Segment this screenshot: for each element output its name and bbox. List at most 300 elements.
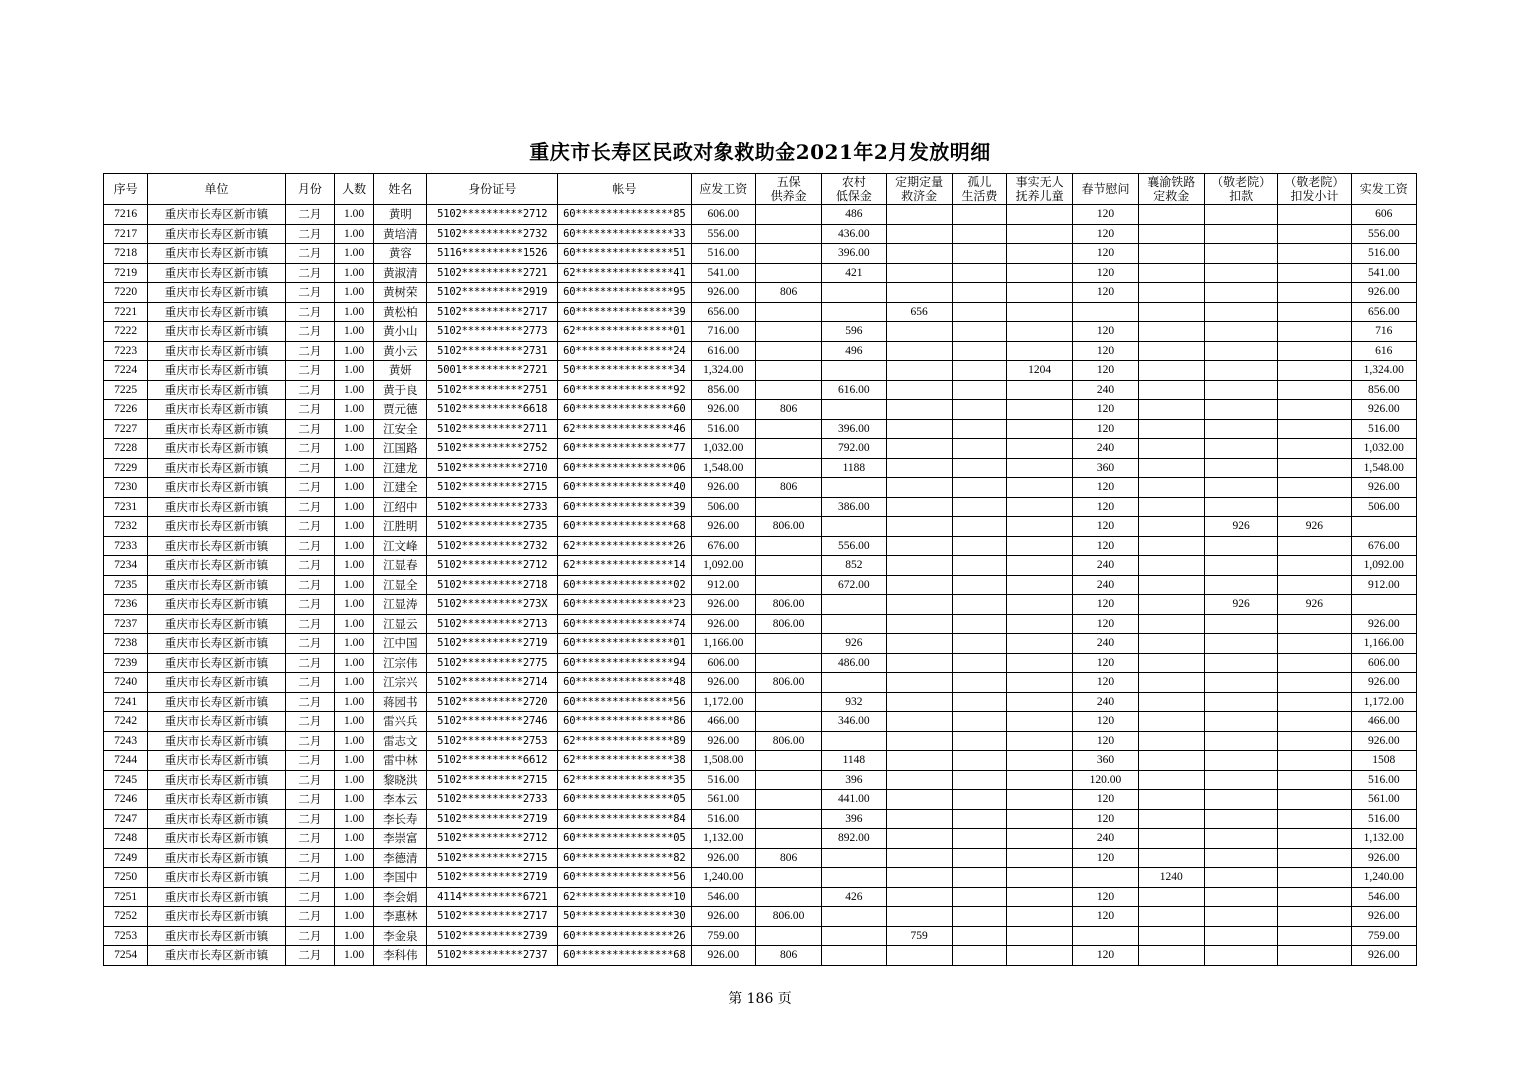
table-cell: 240 — [1073, 634, 1138, 654]
table-cell: 重庆市长寿区新市镇 — [148, 380, 286, 400]
table-cell: 1.00 — [335, 595, 374, 615]
table-cell: 7252 — [104, 907, 148, 927]
table-cell — [952, 946, 1006, 966]
table-cell: 雷中林 — [374, 751, 427, 771]
table-cell: 重庆市长寿区新市镇 — [148, 907, 286, 927]
table-cell: 426 — [822, 887, 886, 907]
table-cell — [1204, 361, 1277, 381]
table-cell: 7235 — [104, 575, 148, 595]
table-cell: 重庆市长寿区新市镇 — [148, 497, 286, 517]
table-row — [104, 205, 1417, 225]
table-cell: 1.00 — [335, 907, 374, 927]
table-cell — [1278, 536, 1351, 556]
table-cell: 120 — [1073, 205, 1138, 225]
table-cell: 486 — [822, 205, 886, 225]
table-cell — [1007, 478, 1073, 498]
table-cell: 7239 — [104, 653, 148, 673]
table-cell: 二月 — [285, 322, 334, 342]
table-cell: 重庆市长寿区新市镇 — [148, 322, 286, 342]
table-cell: 二月 — [285, 419, 334, 439]
table-cell — [1138, 790, 1204, 810]
table-cell: 重庆市长寿区新市镇 — [148, 205, 286, 225]
table-cell — [822, 595, 886, 615]
table-cell: 二月 — [285, 380, 334, 400]
table-cell — [1138, 731, 1204, 751]
table-cell — [1007, 634, 1073, 654]
table-cell — [952, 302, 1006, 322]
table-cell — [1204, 536, 1277, 556]
table-cell — [952, 517, 1006, 537]
table-cell: 5102**********2731 — [427, 341, 558, 361]
table-cell: 重庆市长寿区新市镇 — [148, 224, 286, 244]
table-cell: 806.00 — [755, 907, 821, 927]
table-cell: 1,508.00 — [691, 751, 755, 771]
table-cell: 二月 — [285, 497, 334, 517]
table-cell — [755, 244, 821, 264]
table-cell — [755, 380, 821, 400]
table-cell — [886, 829, 952, 849]
table-cell: 120 — [1073, 595, 1138, 615]
table-cell — [822, 946, 886, 966]
table-cell — [886, 205, 952, 225]
table-cell: 7246 — [104, 790, 148, 810]
table-cell: 60****************68 — [558, 517, 692, 537]
table-cell: 重庆市长寿区新市镇 — [148, 283, 286, 303]
table-cell: 806.00 — [755, 731, 821, 751]
table-cell: 120 — [1073, 614, 1138, 634]
table-row — [104, 458, 1417, 478]
table-cell: 240 — [1073, 556, 1138, 576]
table-cell: 7226 — [104, 400, 148, 420]
table-cell — [1138, 263, 1204, 283]
table-cell: 二月 — [285, 205, 334, 225]
table-cell: 926.00 — [1351, 907, 1416, 927]
table-cell — [1278, 614, 1351, 634]
column-header: 应发工资 — [691, 174, 755, 205]
table-cell — [886, 614, 952, 634]
table-cell: 541.00 — [1351, 263, 1416, 283]
table-cell: 李长寿 — [374, 809, 427, 829]
table-cell — [886, 361, 952, 381]
table-cell — [952, 692, 1006, 712]
table-cell: 5102**********2710 — [427, 458, 558, 478]
column-header: 序号 — [104, 174, 148, 205]
table-cell: 重庆市长寿区新市镇 — [148, 848, 286, 868]
table-cell — [1278, 634, 1351, 654]
table-cell: 932 — [822, 692, 886, 712]
table-row — [104, 809, 1417, 829]
table-cell: 5102**********2719 — [427, 634, 558, 654]
column-header: 事实无人 抚养儿童 — [1007, 174, 1073, 205]
table-cell: 江中国 — [374, 634, 427, 654]
table-cell: 重庆市长寿区新市镇 — [148, 809, 286, 829]
table-cell — [886, 283, 952, 303]
table-cell: 重庆市长寿区新市镇 — [148, 868, 286, 888]
table-cell — [1278, 283, 1351, 303]
table-cell: 李会娟 — [374, 887, 427, 907]
table-cell — [1138, 224, 1204, 244]
table-cell: 5102**********2732 — [427, 224, 558, 244]
table-cell: 120 — [1073, 263, 1138, 283]
table-cell — [1351, 517, 1416, 537]
table-cell: 60****************77 — [558, 439, 692, 459]
table-cell: 759.00 — [1351, 926, 1416, 946]
table-cell: 656.00 — [1351, 302, 1416, 322]
table-cell: 62****************41 — [558, 263, 692, 283]
table-cell — [1278, 946, 1351, 966]
table-cell: 二月 — [285, 907, 334, 927]
table-cell: 892.00 — [822, 829, 886, 849]
table-cell — [1204, 887, 1277, 907]
column-header: 人数 — [335, 174, 374, 205]
table-cell: 5102**********2712 — [427, 829, 558, 849]
table-cell — [886, 712, 952, 732]
table-cell: 60****************92 — [558, 380, 692, 400]
table-cell — [886, 263, 952, 283]
table-cell: 516.00 — [691, 244, 755, 264]
table-cell: 759 — [886, 926, 952, 946]
table-cell — [952, 809, 1006, 829]
table-cell: 重庆市长寿区新市镇 — [148, 770, 286, 790]
table-cell: 606 — [1351, 205, 1416, 225]
table-row — [104, 322, 1417, 342]
table-cell — [886, 770, 952, 790]
table-cell: 120 — [1073, 341, 1138, 361]
table-cell: 120 — [1073, 653, 1138, 673]
table-cell — [1007, 400, 1073, 420]
table-cell: 1508 — [1351, 751, 1416, 771]
table-cell: 516.00 — [1351, 770, 1416, 790]
table-cell: 421 — [822, 263, 886, 283]
table-cell: 4114**********6721 — [427, 887, 558, 907]
page-number: 第 186 页 — [728, 991, 792, 1007]
table-cell — [952, 224, 1006, 244]
table-cell — [952, 205, 1006, 225]
table-cell: 5001**********2721 — [427, 361, 558, 381]
table-cell: 7237 — [104, 614, 148, 634]
table-cell: 656 — [886, 302, 952, 322]
table-cell — [1204, 731, 1277, 751]
table-cell: 重庆市长寿区新市镇 — [148, 634, 286, 654]
table-cell: 926 — [1278, 517, 1351, 537]
table-cell: 重庆市长寿区新市镇 — [148, 946, 286, 966]
table-cell: 516.00 — [691, 419, 755, 439]
table-cell — [952, 907, 1006, 927]
table-cell: 60****************56 — [558, 868, 692, 888]
table-cell — [886, 692, 952, 712]
table-cell — [1007, 946, 1073, 966]
table-cell: 1.00 — [335, 536, 374, 556]
table-cell: 396.00 — [822, 244, 886, 264]
table-cell: 重庆市长寿区新市镇 — [148, 244, 286, 264]
table-cell: 616 — [1351, 341, 1416, 361]
table-cell — [755, 712, 821, 732]
table-cell: 1.00 — [335, 790, 374, 810]
table-cell: 672.00 — [822, 575, 886, 595]
table-row — [104, 478, 1417, 498]
table-cell — [952, 497, 1006, 517]
table-cell — [952, 263, 1006, 283]
table-cell: 62****************38 — [558, 751, 692, 771]
table-cell: 7243 — [104, 731, 148, 751]
table-cell — [755, 497, 821, 517]
table-cell: 1,324.00 — [1351, 361, 1416, 381]
table-cell: 806.00 — [755, 673, 821, 693]
table-cell — [1278, 751, 1351, 771]
table-cell: 二月 — [285, 517, 334, 537]
table-cell — [1138, 673, 1204, 693]
table-cell — [1007, 614, 1073, 634]
table-cell — [1138, 751, 1204, 771]
table-cell: 1,092.00 — [1351, 556, 1416, 576]
table-cell: 二月 — [285, 809, 334, 829]
table-cell: 1.00 — [335, 302, 374, 322]
table-cell — [1204, 400, 1277, 420]
table-cell: 二月 — [285, 224, 334, 244]
table-cell: 926.00 — [1351, 731, 1416, 751]
table-cell: 重庆市长寿区新市镇 — [148, 439, 286, 459]
table-cell — [1278, 244, 1351, 264]
table-row — [104, 829, 1417, 849]
table-cell: 二月 — [285, 653, 334, 673]
table-cell: 60****************01 — [558, 634, 692, 654]
table-cell — [822, 478, 886, 498]
table-row — [104, 595, 1417, 615]
table-cell: 7230 — [104, 478, 148, 498]
table-cell: 二月 — [285, 887, 334, 907]
table-cell — [1278, 907, 1351, 927]
table-cell — [755, 829, 821, 849]
table-cell — [952, 341, 1006, 361]
table-cell: 重庆市长寿区新市镇 — [148, 458, 286, 478]
table-cell — [1278, 848, 1351, 868]
table-cell — [1007, 751, 1073, 771]
table-cell: 912.00 — [1351, 575, 1416, 595]
table-cell: 李崇富 — [374, 829, 427, 849]
table-cell — [1204, 829, 1277, 849]
table-cell: 466.00 — [691, 712, 755, 732]
table-cell: 江文峰 — [374, 536, 427, 556]
table-cell — [1007, 458, 1073, 478]
table-cell: 5102**********2721 — [427, 263, 558, 283]
table-cell — [1278, 361, 1351, 381]
table-cell: 120 — [1073, 283, 1138, 303]
table-cell: 重庆市长寿区新市镇 — [148, 673, 286, 693]
table-cell: 1.00 — [335, 517, 374, 537]
table-cell — [1204, 419, 1277, 439]
table-cell — [1138, 361, 1204, 381]
table-cell: 1,172.00 — [691, 692, 755, 712]
table-row — [104, 302, 1417, 322]
table-cell — [1278, 458, 1351, 478]
table-cell: 1,548.00 — [1351, 458, 1416, 478]
page-title: 重庆市长寿区民政对象救助金2021年2月发放明细 — [529, 140, 991, 164]
table-cell — [1138, 536, 1204, 556]
table-cell: 5102**********2720 — [427, 692, 558, 712]
table-cell: 396.00 — [822, 419, 886, 439]
table-cell: 1.00 — [335, 731, 374, 751]
table-cell: 5102**********2715 — [427, 770, 558, 790]
table-cell: 656.00 — [691, 302, 755, 322]
table-cell — [1204, 946, 1277, 966]
table-cell — [1007, 536, 1073, 556]
table-cell: 541.00 — [691, 263, 755, 283]
table-cell: 120 — [1073, 322, 1138, 342]
table-cell — [1204, 809, 1277, 829]
table-cell: 912.00 — [691, 575, 755, 595]
table-cell: 李科伟 — [374, 946, 427, 966]
table-cell — [886, 439, 952, 459]
table-cell: 716.00 — [691, 322, 755, 342]
relief-payment-table — [103, 173, 1417, 966]
table-cell: 62****************10 — [558, 887, 692, 907]
table-cell: 1,092.00 — [691, 556, 755, 576]
table-cell: 60****************84 — [558, 809, 692, 829]
table-cell — [886, 653, 952, 673]
column-header: 农村 低保金 — [822, 174, 886, 205]
table-cell: 1.00 — [335, 614, 374, 634]
table-cell — [1138, 322, 1204, 342]
table-cell — [886, 946, 952, 966]
table-cell: 5102**********6612 — [427, 751, 558, 771]
table-cell: 重庆市长寿区新市镇 — [148, 595, 286, 615]
table-cell — [952, 419, 1006, 439]
table-cell — [755, 439, 821, 459]
table-cell: 1.00 — [335, 575, 374, 595]
table-cell: 60****************05 — [558, 829, 692, 849]
table-cell: 1.00 — [335, 926, 374, 946]
table-cell — [822, 848, 886, 868]
table-cell: 806 — [755, 946, 821, 966]
table-cell: 7247 — [104, 809, 148, 829]
table-cell: 606.00 — [691, 653, 755, 673]
table-cell — [886, 595, 952, 615]
table-cell — [886, 458, 952, 478]
table-cell: 360 — [1073, 751, 1138, 771]
table-cell: 李惠林 — [374, 907, 427, 927]
table-cell — [1138, 595, 1204, 615]
table-cell — [952, 926, 1006, 946]
table-cell — [822, 400, 886, 420]
table-cell — [1073, 302, 1138, 322]
table-cell: 5102**********2746 — [427, 712, 558, 732]
table-cell — [1073, 926, 1138, 946]
table-cell: 1.00 — [335, 322, 374, 342]
column-header: 姓名 — [374, 174, 427, 205]
table-cell: 60****************02 — [558, 575, 692, 595]
table-cell: 926.00 — [691, 478, 755, 498]
table-cell: 1.00 — [335, 341, 374, 361]
table-cell: 60****************33 — [558, 224, 692, 244]
table-cell: 江显春 — [374, 556, 427, 576]
table-cell — [1138, 400, 1204, 420]
table-cell — [1278, 263, 1351, 283]
table-cell — [952, 478, 1006, 498]
table-cell: 240 — [1073, 439, 1138, 459]
table-cell: 黄明 — [374, 205, 427, 225]
table-cell: 926.00 — [1351, 400, 1416, 420]
table-cell — [1007, 770, 1073, 790]
table-cell — [886, 848, 952, 868]
table-cell: 5102**********2713 — [427, 614, 558, 634]
table-cell — [755, 224, 821, 244]
table-cell: 926.00 — [1351, 283, 1416, 303]
table-cell: 926.00 — [691, 907, 755, 927]
table-cell — [886, 907, 952, 927]
table-cell: 5102**********2719 — [427, 868, 558, 888]
table-cell: 346.00 — [822, 712, 886, 732]
table-cell — [952, 829, 1006, 849]
table-cell — [1138, 848, 1204, 868]
table-cell — [1278, 341, 1351, 361]
table-cell: 60****************51 — [558, 244, 692, 264]
table-cell — [1204, 926, 1277, 946]
table-cell: 856.00 — [1351, 380, 1416, 400]
table-cell: 616.00 — [822, 380, 886, 400]
table-cell — [822, 283, 886, 303]
table-cell — [755, 419, 821, 439]
table-cell: 596 — [822, 322, 886, 342]
table-cell: 120 — [1073, 712, 1138, 732]
table-cell: 重庆市长寿区新市镇 — [148, 302, 286, 322]
table-cell: 506.00 — [691, 497, 755, 517]
table-cell — [1204, 673, 1277, 693]
table-cell: 606.00 — [1351, 653, 1416, 673]
table-cell: 二月 — [285, 595, 334, 615]
table-cell: 二月 — [285, 439, 334, 459]
table-cell: 二月 — [285, 478, 334, 498]
table-cell — [755, 556, 821, 576]
table-cell: 1.00 — [335, 770, 374, 790]
table-cell: 60****************86 — [558, 712, 692, 732]
table-cell: 240 — [1073, 575, 1138, 595]
table-cell: 二月 — [285, 692, 334, 712]
table-cell — [1278, 673, 1351, 693]
table-cell: 二月 — [285, 946, 334, 966]
table-cell — [1138, 926, 1204, 946]
table-cell — [1007, 302, 1073, 322]
table-cell — [886, 400, 952, 420]
table-cell: 7229 — [104, 458, 148, 478]
table-cell: 62****************26 — [558, 536, 692, 556]
table-cell — [886, 673, 952, 693]
table-cell: 506.00 — [1351, 497, 1416, 517]
table-cell — [1138, 517, 1204, 537]
table-cell: 重庆市长寿区新市镇 — [148, 692, 286, 712]
table-cell: 二月 — [285, 400, 334, 420]
table-cell: 926.00 — [691, 517, 755, 537]
table-cell: 二月 — [285, 731, 334, 751]
table-cell: 1.00 — [335, 478, 374, 498]
table-cell: 516.00 — [1351, 244, 1416, 264]
table-cell: 7228 — [104, 439, 148, 459]
table-row — [104, 536, 1417, 556]
table-cell — [1204, 322, 1277, 342]
table-cell: 7253 — [104, 926, 148, 946]
table-cell: 516.00 — [691, 809, 755, 829]
table-cell — [952, 887, 1006, 907]
table-cell: 蒋园书 — [374, 692, 427, 712]
table-cell: 1188 — [822, 458, 886, 478]
table-cell — [886, 751, 952, 771]
table-cell: 黄小山 — [374, 322, 427, 342]
table-row — [104, 400, 1417, 420]
table-cell — [822, 361, 886, 381]
table-cell — [1138, 907, 1204, 927]
table-cell: 50****************30 — [558, 907, 692, 927]
table-cell: 120.00 — [1073, 770, 1138, 790]
table-cell — [1204, 653, 1277, 673]
